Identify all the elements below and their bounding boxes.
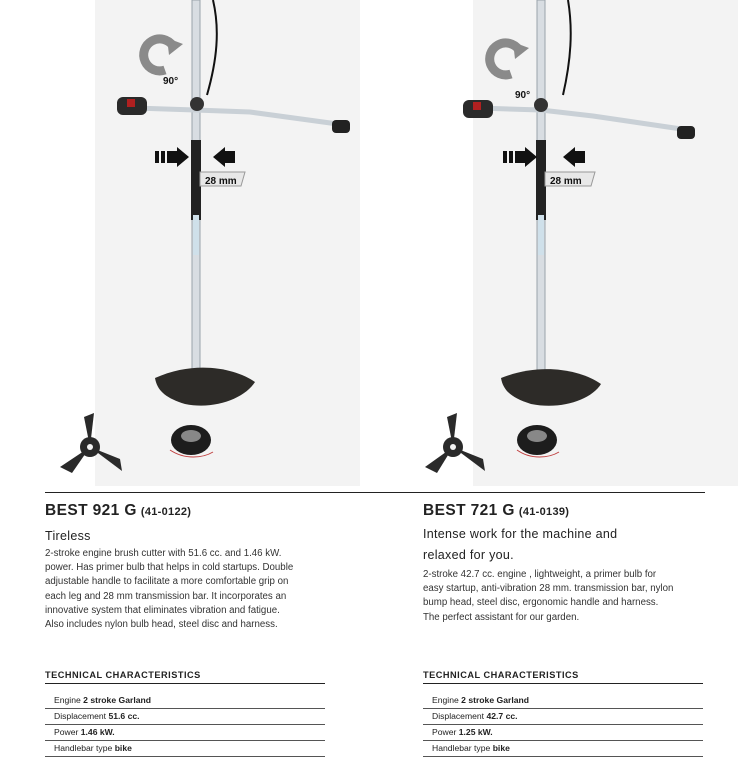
description-line: innovative system that eliminates vibration and fatigue. — [45, 604, 280, 616]
description-line: 2-stroke engine brush cutter with 51.6 cc. and 1.46 kW. — [45, 548, 282, 559]
spec-row-engine — [45, 692, 325, 709]
spec-row-power — [423, 724, 703, 741]
steel-disc-blade-icon — [60, 413, 122, 473]
description-line: each leg and 28 mm transmission bar. It incorporates an — [45, 590, 287, 602]
description-line: The perfect assistant for our garden. — [423, 611, 580, 623]
section-divider — [45, 492, 705, 493]
rotation-label: 90° — [515, 90, 531, 101]
product-name: BEST 721 G — [423, 502, 515, 519]
spec-row-engine — [423, 692, 703, 709]
spec-label: Handlebar type — [54, 743, 113, 753]
tube-diameter-label: 28 mm — [205, 176, 237, 187]
spec-value: 51.6 cc. — [108, 711, 140, 721]
product-code: (41-0122) — [140, 506, 192, 518]
spec-value: bike — [492, 743, 510, 753]
blade-guard-icon — [501, 369, 601, 406]
product-subtitle: Intense work for the machine and — [423, 527, 618, 541]
arrow-right-icon — [155, 147, 189, 167]
steel-disc-blade-icon — [425, 413, 485, 473]
description-line: easy startup, anti-vibration 28 mm. transmission bar, nylon — [423, 583, 674, 595]
description-line: power. Has primer bulb that helps in cold startups. Double — [45, 562, 294, 574]
spec-label: Engine — [432, 695, 459, 705]
handle-grip-icon — [677, 126, 695, 139]
spec-row-displacement — [45, 708, 325, 725]
description-line: 2-stroke 42.7 cc. engine , lightweight, a primer bulb for — [423, 569, 657, 580]
spec-label: Engine — [54, 695, 81, 705]
tube-diameter-label: 28 mm — [550, 176, 582, 187]
spec-row-handlebar — [45, 740, 325, 757]
spec-value: 1.46 kW. — [80, 727, 115, 737]
spec-label: Power — [432, 727, 457, 737]
tech-characteristics-heading: TECHNICAL CHARACTERISTICS — [45, 670, 201, 680]
spec-value: 42.7 cc. — [486, 711, 518, 721]
handle-grip-icon — [332, 120, 350, 133]
product-code: (41-0139) — [518, 506, 570, 518]
product-description — [45, 547, 330, 632]
description-line: bump head, steel disc, ergonomic handle and harness. — [423, 597, 659, 609]
spec-row-handlebar — [423, 740, 703, 757]
product-title — [423, 502, 569, 520]
description-line: adjustable handle to facilitate a more comfortable grip on — [45, 576, 289, 588]
brush-cutter-illustration — [45, 0, 375, 486]
spec-value: 2 stroke Garland — [83, 695, 151, 705]
product-description — [423, 568, 708, 625]
product-photo — [45, 0, 375, 486]
spec-row-power — [45, 724, 325, 741]
arrow-left-icon — [213, 147, 235, 167]
spec-label: Power — [54, 727, 79, 737]
divider — [45, 683, 325, 684]
product-name: BEST 921 G — [45, 502, 137, 519]
rotation-label: 90° — [163, 76, 179, 87]
spec-label: Handlebar type — [432, 743, 491, 753]
tech-characteristics-heading: TECHNICAL CHARACTERISTICS — [423, 670, 579, 680]
divider — [423, 683, 703, 684]
arrow-right-icon — [503, 147, 537, 167]
spec-value: 1.25 kW. — [458, 727, 493, 737]
product-subtitle: Tireless — [45, 529, 91, 543]
arrow-left-icon — [563, 147, 585, 167]
spec-label: Displacement — [54, 711, 107, 721]
spec-row-displacement — [423, 708, 703, 725]
brush-cutter-illustration — [423, 0, 750, 486]
product-subtitle: relaxed for you. — [423, 548, 514, 562]
spec-value: bike — [114, 743, 132, 753]
spec-value: 2 stroke Garland — [461, 695, 529, 705]
product-photo — [423, 0, 750, 486]
spec-label: Displacement — [432, 711, 485, 721]
product-title — [45, 502, 191, 520]
description-line: Also includes nylon bulb head, steel disc and harness. — [45, 619, 278, 631]
blade-guard-icon — [155, 368, 255, 406]
